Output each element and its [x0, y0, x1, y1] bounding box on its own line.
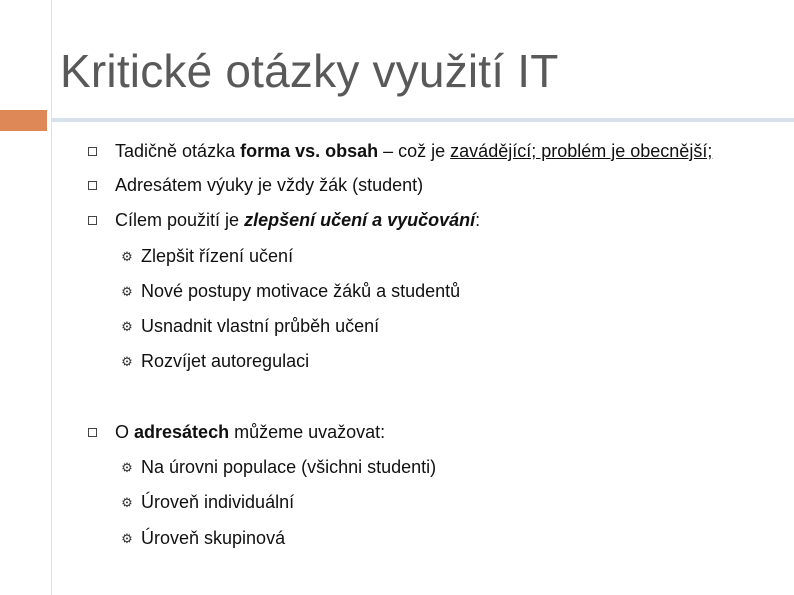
sub-bullet: Zlepšit řízení učení	[141, 246, 294, 266]
gear-bullet-icon: ⚙	[121, 531, 133, 546]
bullet-bold-italic: zlepšení učení a vyučování	[244, 210, 476, 230]
sub-bullet: Na úrovni populace (všichni studenti)	[141, 457, 437, 477]
sub-bullet: Rozvíjet autoregulaci	[141, 351, 310, 371]
bullet-text: :	[475, 210, 481, 230]
slide-title: Kritické otázky využití IT	[60, 45, 559, 97]
bullet-bold: adresátech	[134, 422, 230, 442]
bullet-text: Cílem použití je	[115, 210, 245, 230]
accent-bar	[0, 110, 47, 131]
vertical-guide-line	[51, 0, 52, 595]
square-bullet-icon	[88, 216, 97, 225]
bullet-underlined: zavádějící; problém je obecnější;	[450, 141, 713, 161]
sub-bullet: Usnadnit vlastní průběh učení	[141, 316, 380, 336]
bullet-adresatech	[115, 421, 385, 443]
bullet-text: – což je	[378, 141, 451, 161]
gear-bullet-icon: ⚙	[121, 460, 133, 475]
square-bullet-icon	[88, 147, 97, 156]
bullet-adresatem: Adresátem výuky je vždy žák (student)	[115, 175, 424, 195]
bullet-text: můžeme uvažovat:	[229, 422, 386, 442]
bullet-text: O	[115, 422, 135, 442]
gear-bullet-icon: ⚙	[121, 354, 133, 369]
sub-bullet: Úroveň skupinová	[141, 528, 286, 548]
gear-bullet-icon: ⚙	[121, 284, 133, 299]
gear-bullet-icon: ⚙	[121, 249, 133, 264]
square-bullet-icon	[88, 428, 97, 437]
gear-bullet-icon: ⚙	[121, 319, 133, 334]
sub-bullet: Nové postupy motivace žáků a studentů	[141, 281, 461, 301]
bullet-forma-obsah	[115, 140, 712, 162]
title-divider	[52, 118, 794, 122]
sub-bullet: Úroveň individuální	[141, 492, 295, 512]
bullet-cilem	[115, 209, 480, 231]
bullet-bold: forma vs. obsah	[240, 141, 379, 161]
square-bullet-icon	[88, 181, 97, 190]
bullet-text: Tadičně otázka	[115, 141, 241, 161]
gear-bullet-icon: ⚙	[121, 495, 133, 510]
